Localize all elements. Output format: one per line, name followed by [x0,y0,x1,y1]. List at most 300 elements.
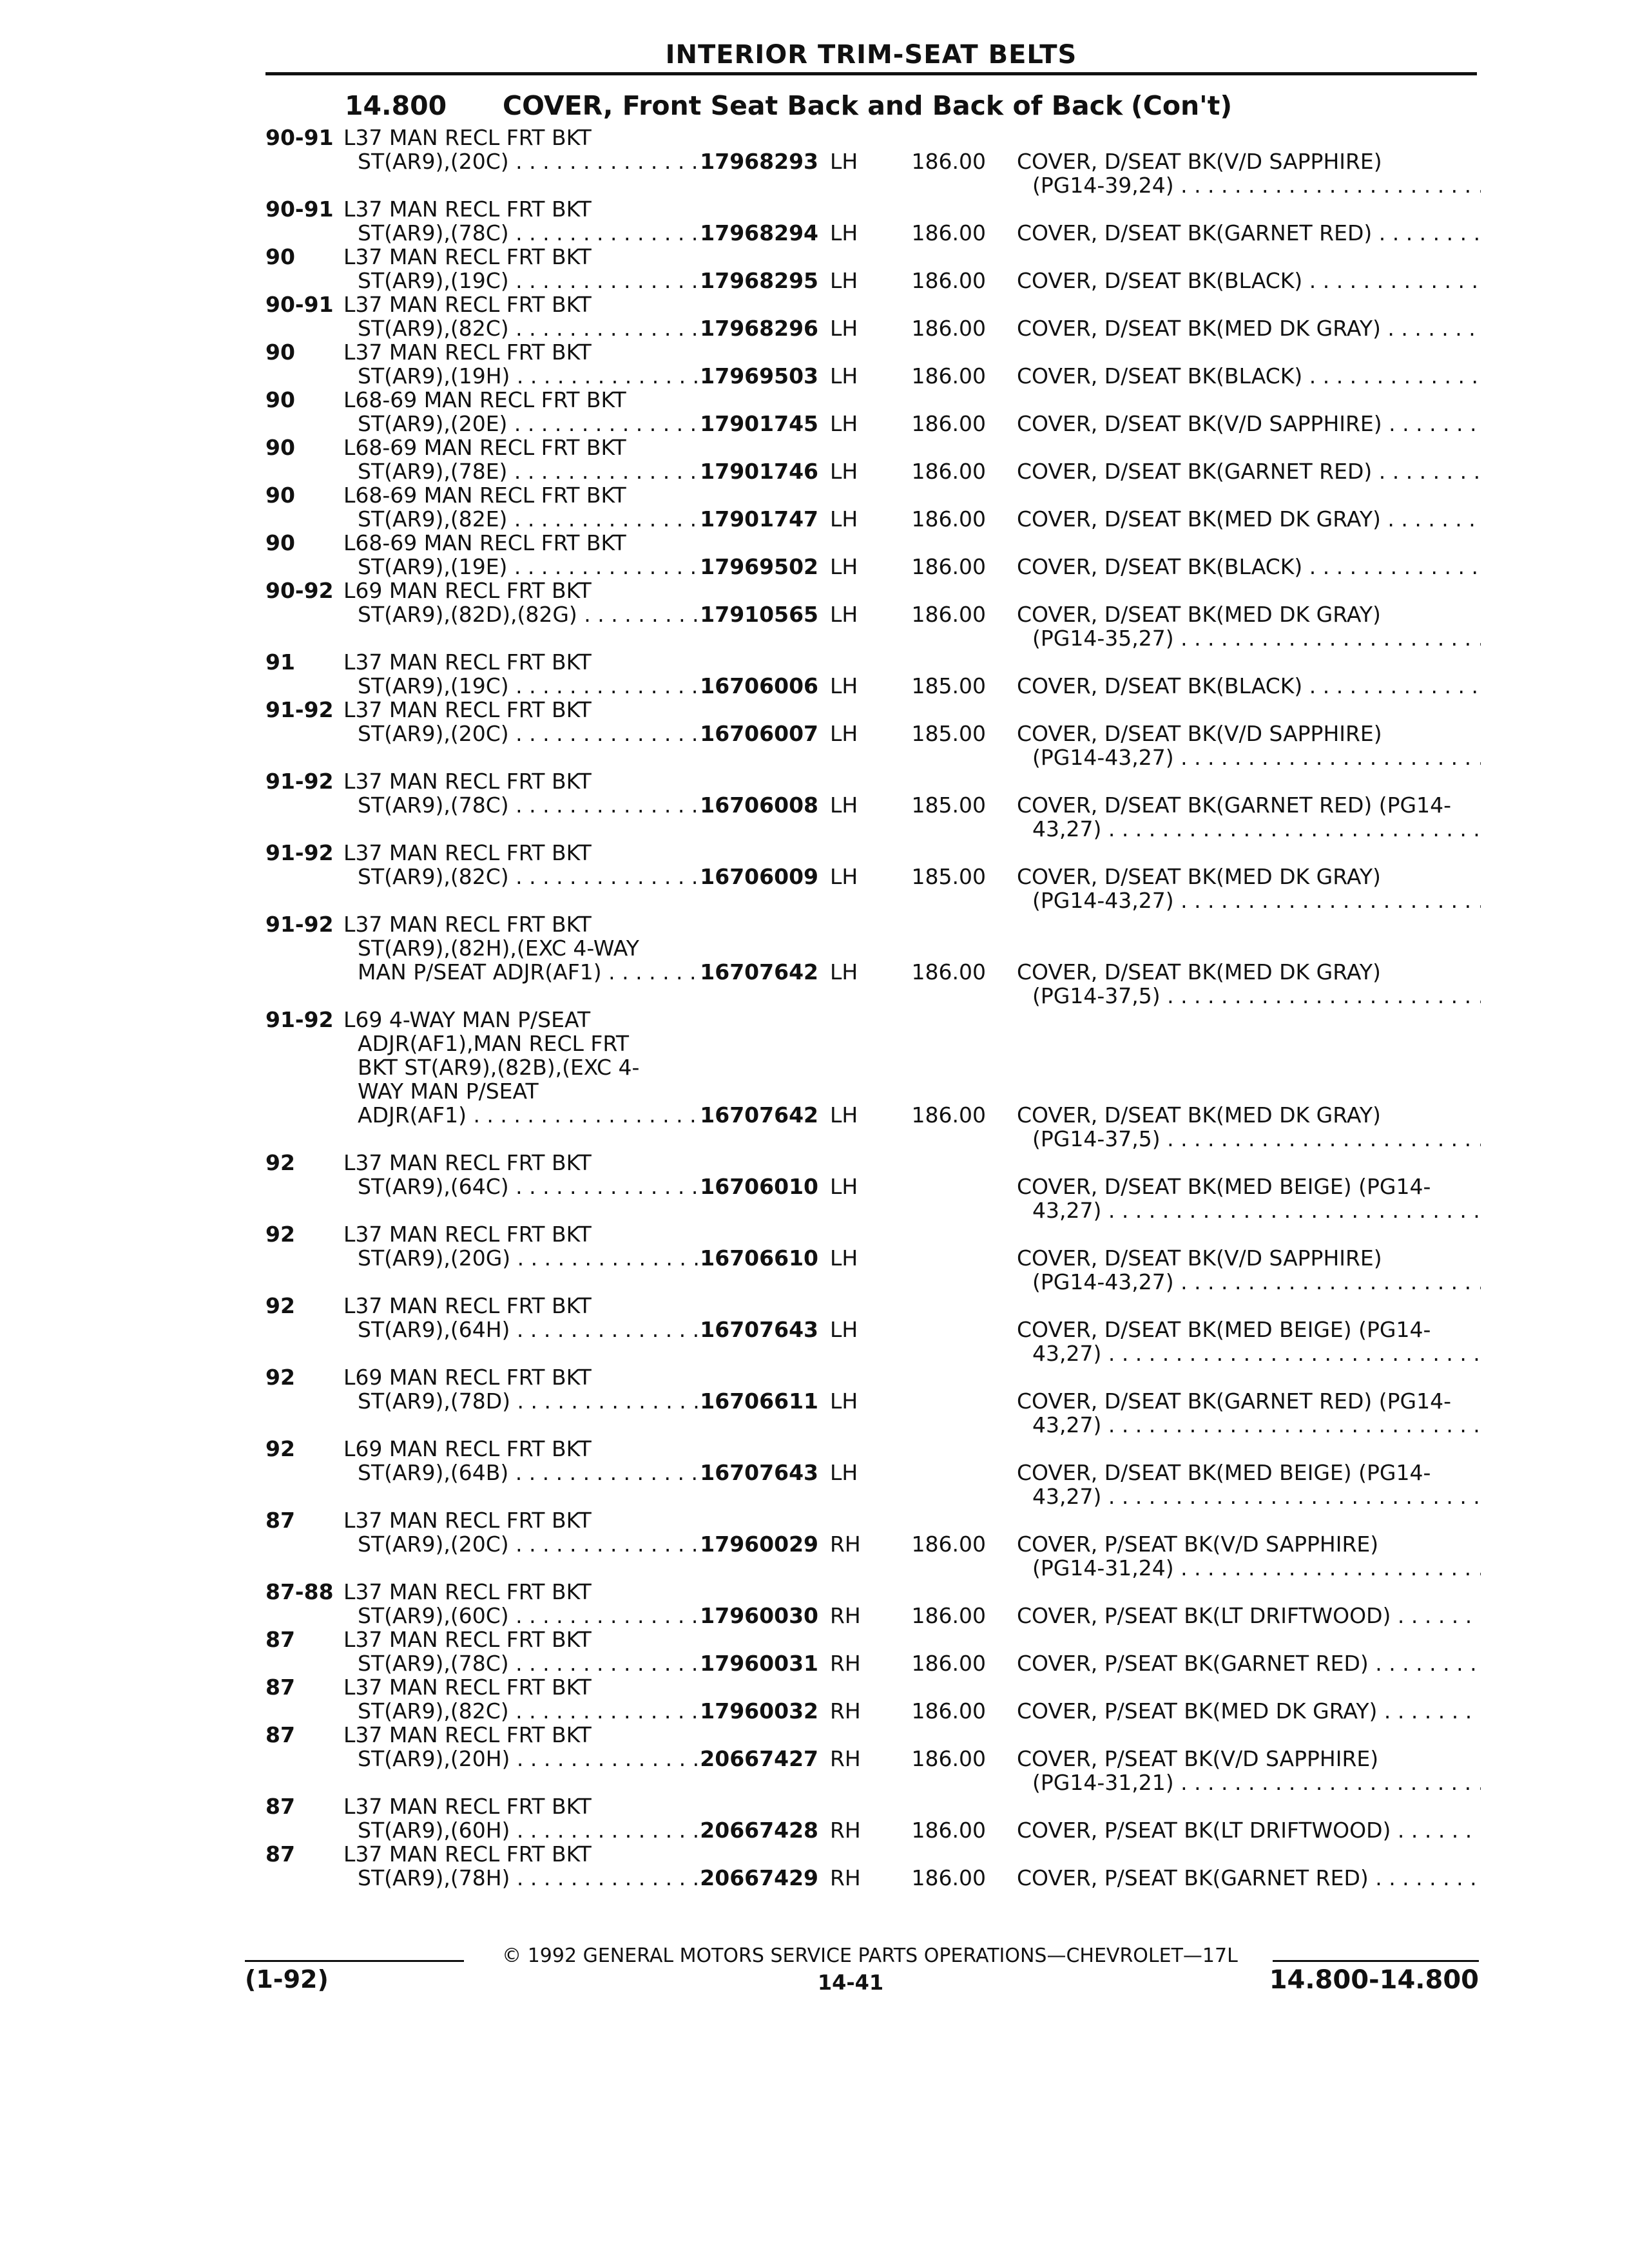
side-code: RH [830,1865,861,1890]
part-number: 16706009 [700,864,818,889]
part-name [1017,507,1481,531]
model-years: 87 [265,1627,295,1652]
usage-line: L37 MAN RECL FRT BKT [343,1675,592,1699]
list-item [0,293,1629,340]
side-code: LH [830,1245,858,1271]
usage-line: ST(AR9),(19H) . . . [343,364,717,388]
footer-rule-left [245,1960,464,1962]
list-item [0,1794,1629,1842]
usage-line: ST(AR9),(82C) . . . [343,316,717,340]
usage-line: ADJR(AF1) . . . [343,1103,717,1127]
side-code: LH [830,554,858,579]
part-name [1017,412,1481,436]
part-name [1017,149,1481,197]
usage-description [343,1628,717,1675]
usage-description [343,1294,717,1341]
list-price: 186.00 [911,316,986,341]
footer-date: (1-92) [245,1965,329,1994]
part-number: 17901745 [700,411,818,436]
list-price: 186.00 [911,220,986,245]
usage-line: L37 MAN RECL FRT BKT [343,1628,592,1651]
part-number: 17960029 [700,1532,818,1557]
list-item [0,912,1629,1008]
part-name [1017,602,1481,650]
list-price: 186.00 [911,1698,986,1724]
side-code: LH [830,959,858,985]
usage-line: L69 MAN RECL FRT BKT [343,1437,592,1461]
part-number: 17968296 [700,316,818,341]
usage-description [343,1222,717,1270]
header-rule [265,72,1477,75]
part-name-line: COVER, D/SEAT BK(MED DK GRAY) [1017,960,1381,984]
list-item [0,1508,1629,1580]
usage-description [343,912,717,984]
usage-line: ST(AR9),(20G) . . . [343,1246,717,1270]
side-code: LH [830,1317,858,1342]
part-name [1017,1103,1481,1151]
part-number: 20667428 [700,1818,818,1843]
usage-line: ST(AR9),(19C) . . . [343,269,717,293]
side-code: LH [830,459,858,484]
list-price: 185.00 [911,864,986,889]
part-number: 16706008 [700,793,818,818]
part-number: 17960030 [700,1603,818,1628]
usage-description [343,1842,717,1890]
part-name [1017,1175,1481,1222]
usage-line: L37 MAN RECL FRT BKT [343,912,592,936]
section-title: COVER, Front Seat Back and Back of Back [503,90,1123,121]
part-number: 16707642 [700,959,818,985]
part-number: 16706006 [700,673,818,698]
part-name-line: COVER, D/SEAT BK(MED DK GRAY) . . . [1017,316,1481,340]
usage-line: L37 MAN RECL FRT BKT [343,1794,592,1818]
model-years: 90-91 [265,197,334,222]
side-code: RH [830,1651,861,1676]
side-code: RH [830,1603,861,1628]
usage-description [343,1723,717,1771]
part-name [1017,1651,1481,1675]
side-code: LH [830,1102,858,1128]
usage-line: ST(AR9),(78C) . . . [343,221,717,245]
model-years: 90-91 [265,292,334,317]
usage-line: L37 MAN RECL FRT BKT [343,1508,592,1532]
list-item [0,1294,1629,1365]
list-item [0,340,1629,388]
part-name-line: COVER, D/SEAT BK(MED BEIGE) (PG14- [1017,1318,1431,1341]
usage-line: ST(AR9),(60C) . . . [343,1604,717,1628]
model-years: 92 [265,1365,295,1390]
model-years: 90 [265,387,295,412]
usage-line: L37 MAN RECL FRT BKT [343,293,592,316]
part-name-line: (PG14-31,21) . . . [1017,1771,1481,1794]
part-name-line: (PG14-39,24) . . . [1017,173,1481,197]
usage-line: ADJR(AF1),MAN RECL FRT [358,1032,630,1055]
list-price: 186.00 [911,1818,986,1843]
list-item [0,1151,1629,1222]
usage-line: L68-69 MAN RECL FRT BKT [343,483,626,507]
usage-line: ST(AR9),(20C) . . . [343,1532,717,1556]
part-number: 16706007 [700,721,818,746]
model-years: 91-92 [265,769,334,794]
model-years: 90-92 [265,578,334,603]
part-number: 17960032 [700,1698,818,1724]
list-item [0,126,1629,197]
model-years: 91-92 [265,1007,334,1032]
usage-line: ST(AR9),(20E) . . . [343,412,717,436]
part-name-line: 43,27) . . . [1017,1485,1481,1508]
part-name-line: COVER, P/SEAT BK(V/D SAPPHIRE) [1017,1747,1379,1771]
usage-line: L68-69 MAN RECL FRT BKT [343,388,626,412]
part-number: 16706611 [700,1389,818,1414]
list-item [0,1437,1629,1508]
usage-description [343,340,717,388]
model-years: 92 [265,1222,295,1247]
part-name [1017,674,1481,698]
usage-line: ST(AR9),(19C) . . . [343,674,717,698]
part-name-line: 43,27) . . . [1017,1413,1481,1437]
part-name [1017,865,1481,912]
side-code: RH [830,1818,861,1843]
model-years: 90 [265,244,295,269]
usage-line: L37 MAN RECL FRT BKT [343,1222,592,1246]
usage-line: L37 MAN RECL FRT BKT [343,126,592,149]
part-name [1017,960,1481,1008]
list-item [0,769,1629,841]
usage-description [343,197,717,245]
usage-description [343,388,717,436]
list-item [0,388,1629,436]
usage-line: ST(AR9),(82H),(EXC 4-WAY [358,936,639,960]
usage-line: L68-69 MAN RECL FRT BKT [343,531,626,555]
usage-description [343,245,717,293]
side-code: LH [830,793,858,818]
list-item [0,1365,1629,1437]
part-name [1017,1389,1481,1437]
side-code: LH [830,506,858,532]
list-item [0,531,1629,579]
usage-line: ST(AR9),(78C) . . . [343,793,717,817]
usage-line: ST(AR9),(20H) . . . [343,1747,717,1771]
side-code: LH [830,1389,858,1414]
usage-line: ST(AR9),(78E) . . . [343,459,717,483]
side-code: LH [830,721,858,746]
part-name-line: COVER, D/SEAT BK(MED DK GRAY) [1017,602,1381,626]
list-price: 186.00 [911,959,986,985]
list-price: 186.00 [911,459,986,484]
part-number: 16707643 [700,1460,818,1485]
model-years: 87 [265,1508,295,1533]
part-name [1017,1461,1481,1508]
part-number: 17960031 [700,1651,818,1676]
side-code: LH [830,1174,858,1199]
usage-line: ST(AR9),(64C) . . . [343,1175,717,1198]
model-years: 90 [265,435,295,460]
model-years: 92 [265,1150,295,1175]
part-name [1017,1604,1481,1628]
side-code: LH [830,864,858,889]
side-code: LH [830,149,858,174]
usage-line: ST(AR9),(78D) . . . [343,1389,717,1413]
list-price: 186.00 [911,1865,986,1890]
footer-section-range: 14.800-14.800 [1269,1965,1479,1995]
usage-description [343,841,717,889]
usage-description [343,1008,717,1127]
part-name-line: (PG14-37,5) . . . [1017,984,1481,1008]
list-price: 185.00 [911,673,986,698]
side-code: LH [830,363,858,389]
list-item [0,436,1629,483]
part-name-line: COVER, D/SEAT BK(BLACK) . . . [1017,555,1481,579]
part-number: 17968295 [700,268,818,293]
list-item [0,197,1629,245]
model-years: 91-92 [265,840,334,865]
part-name-line: COVER, D/SEAT BK(V/D SAPPHIRE) [1017,149,1382,173]
list-price: 186.00 [911,1102,986,1128]
part-number: 16707643 [700,1317,818,1342]
model-years: 90 [265,340,295,365]
side-code: LH [830,268,858,293]
usage-line: WAY MAN P/SEAT [358,1079,539,1103]
list-item [0,483,1629,531]
list-item [0,650,1629,698]
part-name-line: COVER, D/SEAT BK(MED BEIGE) (PG14- [1017,1175,1431,1198]
list-price: 186.00 [911,1532,986,1557]
usage-line: L37 MAN RECL FRT BKT [343,1723,592,1747]
footer-rule-right [1273,1960,1479,1962]
part-name-line: COVER, P/SEAT BK(GARNET RED) . . . [1017,1651,1481,1675]
side-code: LH [830,316,858,341]
usage-description [343,1437,717,1485]
model-years: 91-92 [265,912,334,937]
list-price: 186.00 [911,1603,986,1628]
part-name [1017,459,1481,483]
list-item [0,245,1629,293]
usage-line: L37 MAN RECL FRT BKT [343,698,592,722]
usage-line: ST(AR9),(78C) . . . [343,1651,717,1675]
part-number: 16706010 [700,1174,818,1199]
part-name [1017,1818,1481,1842]
part-name-line: (PG14-43,27) . . . [1017,889,1481,912]
model-years: 87 [265,1841,295,1867]
model-years: 87 [265,1722,295,1747]
model-years: 91-92 [265,697,334,722]
usage-line: ST(AR9),(82C) . . . [343,1699,717,1723]
part-name [1017,722,1481,769]
part-number: 20667427 [700,1746,818,1771]
side-code: LH [830,411,858,436]
side-code: RH [830,1698,861,1724]
usage-description [343,293,717,340]
part-name-line: (PG14-43,27) . . . [1017,745,1481,769]
usage-description [343,126,717,173]
part-name [1017,1318,1481,1365]
usage-line: ST(AR9),(64H) . . . [343,1318,717,1341]
part-name-line: 43,27) . . . [1017,817,1481,841]
usage-description [343,436,717,483]
usage-description [343,1580,717,1628]
list-price: 186.00 [911,506,986,532]
part-name-line: (PG14-43,27) . . . [1017,1270,1481,1294]
usage-description [343,483,717,531]
part-name-line: COVER, D/SEAT BK(V/D SAPPHIRE) [1017,1246,1382,1270]
part-number: 17968294 [700,220,818,245]
part-name-line: COVER, D/SEAT BK(MED DK GRAY) [1017,865,1381,889]
part-name-line: COVER, D/SEAT BK(BLACK) . . . [1017,269,1481,293]
part-name-line: 43,27) . . . [1017,1198,1481,1222]
usage-line: L37 MAN RECL FRT BKT [343,1580,592,1604]
part-name-line: COVER, D/SEAT BK(GARNET RED) (PG14- [1017,1389,1451,1413]
model-years: 90-91 [265,125,334,150]
side-code: RH [830,1746,861,1771]
side-code: RH [830,1532,861,1557]
side-code: LH [830,602,858,627]
usage-line: L69 4-WAY MAN P/SEAT [343,1008,591,1032]
usage-description [343,579,717,626]
usage-description [343,1675,717,1723]
usage-line: ST(AR9),(20C) . . . [343,722,717,745]
list-item [0,841,1629,912]
list-item [0,1842,1629,1890]
part-name-line: 43,27) . . . [1017,1341,1481,1365]
part-name-line: COVER, D/SEAT BK(V/D SAPPHIRE) [1017,722,1382,745]
list-price: 186.00 [911,602,986,627]
usage-line: L37 MAN RECL FRT BKT [343,340,592,364]
section-continued: (Con't) [1131,90,1233,121]
list-item [0,1580,1629,1628]
usage-line: L37 MAN RECL FRT BKT [343,769,592,793]
list-price: 186.00 [911,411,986,436]
usage-line: BKT ST(AR9),(82B),(EXC 4- [358,1055,640,1079]
list-item [0,1723,1629,1794]
footer-copyright: © 1992 GENERAL MOTORS SERVICE PARTS OPERATIONS—CHEVROLET—17L [502,1945,1238,1967]
usage-line: L69 MAN RECL FRT BKT [343,579,592,602]
part-name [1017,364,1481,388]
part-name-line: COVER, P/SEAT BK(GARNET RED) . . . [1017,1866,1481,1890]
part-name-line: COVER, P/SEAT BK(LT DRIFTWOOD) . . . [1017,1604,1481,1628]
list-price: 186.00 [911,1746,986,1771]
part-number: 20667429 [700,1865,818,1890]
usage-line: ST(AR9),(82E) . . . [343,507,717,531]
list-item [0,698,1629,769]
list-price: 186.00 [911,268,986,293]
list-item [0,1675,1629,1723]
part-name [1017,555,1481,579]
list-price: 185.00 [911,793,986,818]
part-number: 17901746 [700,459,818,484]
usage-description [343,1794,717,1842]
side-code: LH [830,1460,858,1485]
part-number: 16706610 [700,1245,818,1271]
list-price: 186.00 [911,1651,986,1676]
list-item [0,579,1629,650]
list-price: 186.00 [911,149,986,174]
usage-line: ST(AR9),(82C) . . . [343,865,717,889]
part-name-line: (PG14-37,5) . . . [1017,1127,1481,1151]
part-name [1017,221,1481,245]
part-name [1017,1699,1481,1723]
usage-line: ST(AR9),(82D),(82G) . . . [343,602,717,626]
model-years: 87 [265,1794,295,1819]
usage-line: L37 MAN RECL FRT BKT [343,197,592,221]
model-years: 91 [265,649,295,675]
usage-line: L37 MAN RECL FRT BKT [343,841,592,865]
part-name-line: COVER, D/SEAT BK(BLACK) . . . [1017,364,1481,388]
part-name [1017,269,1481,293]
part-name-line: (PG14-35,27) . . . [1017,626,1481,650]
part-name-line: COVER, P/SEAT BK(V/D SAPPHIRE) [1017,1532,1379,1556]
part-name [1017,316,1481,340]
usage-line: L37 MAN RECL FRT BKT [343,245,592,269]
usage-line: ST(AR9),(60H) . . . [343,1818,717,1842]
part-name [1017,793,1481,841]
part-name-line: COVER, D/SEAT BK(MED DK GRAY) . . . [1017,507,1481,531]
part-number: 17901747 [700,506,818,532]
usage-description [343,531,717,579]
usage-line: L37 MAN RECL FRT BKT [343,1294,592,1318]
usage-line: ST(AR9),(19E) . . . [343,555,717,579]
part-name-line: COVER, D/SEAT BK(MED BEIGE) (PG14- [1017,1461,1431,1485]
part-number: 17969502 [700,554,818,579]
part-number: 17969503 [700,363,818,389]
part-number: 16707642 [700,1102,818,1128]
model-years: 87-88 [265,1579,334,1604]
part-number: 17910565 [700,602,818,627]
side-code: LH [830,673,858,698]
model-years: 92 [265,1293,295,1318]
part-name-line: COVER, D/SEAT BK(V/D SAPPHIRE) . . . [1017,412,1481,436]
page-header-title: INTERIOR TRIM-SEAT BELTS [665,40,1077,70]
list-item [0,1008,1629,1151]
footer-page-number: 14-41 [817,1970,884,1995]
usage-description [343,1508,717,1556]
list-price: 185.00 [911,721,986,746]
part-name [1017,1532,1481,1580]
usage-line: L37 MAN RECL FRT BKT [343,650,592,674]
usage-description [343,1365,717,1413]
part-name-line: COVER, D/SEAT BK(MED DK GRAY) [1017,1103,1381,1127]
usage-description [343,769,717,817]
usage-line: L69 MAN RECL FRT BKT [343,1365,592,1389]
usage-line: MAN P/SEAT ADJR(AF1) . . . [343,960,717,984]
part-name-line: COVER, D/SEAT BK(GARNET RED) . . . [1017,221,1481,245]
side-code: LH [830,220,858,245]
usage-line: L68-69 MAN RECL FRT BKT [343,436,626,459]
model-years: 87 [265,1675,295,1700]
part-name [1017,1246,1481,1294]
usage-description [343,1151,717,1198]
usage-line: ST(AR9),(78H) . . . [343,1866,717,1890]
part-name-line: COVER, P/SEAT BK(MED DK GRAY) . . . [1017,1699,1481,1723]
section-number: 14.800 [345,90,447,121]
usage-line: L37 MAN RECL FRT BKT [343,1151,592,1175]
part-name-line: COVER, P/SEAT BK(LT DRIFTWOOD) . . . [1017,1818,1481,1842]
usage-description [343,650,717,698]
list-item [0,1222,1629,1294]
part-number: 17968293 [700,149,818,174]
usage-line: ST(AR9),(64B) . . . [343,1461,717,1485]
usage-line: L37 MAN RECL FRT BKT [343,1842,592,1866]
list-item [0,1628,1629,1675]
usage-description [343,698,717,745]
list-price: 186.00 [911,363,986,389]
model-years: 90 [265,483,295,508]
usage-line: ST(AR9),(20C) . . . [343,149,717,173]
part-name-line: (PG14-31,24) . . . [1017,1556,1481,1580]
model-years: 92 [265,1436,295,1461]
list-price: 186.00 [911,554,986,579]
parts-list [0,126,1629,1904]
part-name [1017,1747,1481,1794]
